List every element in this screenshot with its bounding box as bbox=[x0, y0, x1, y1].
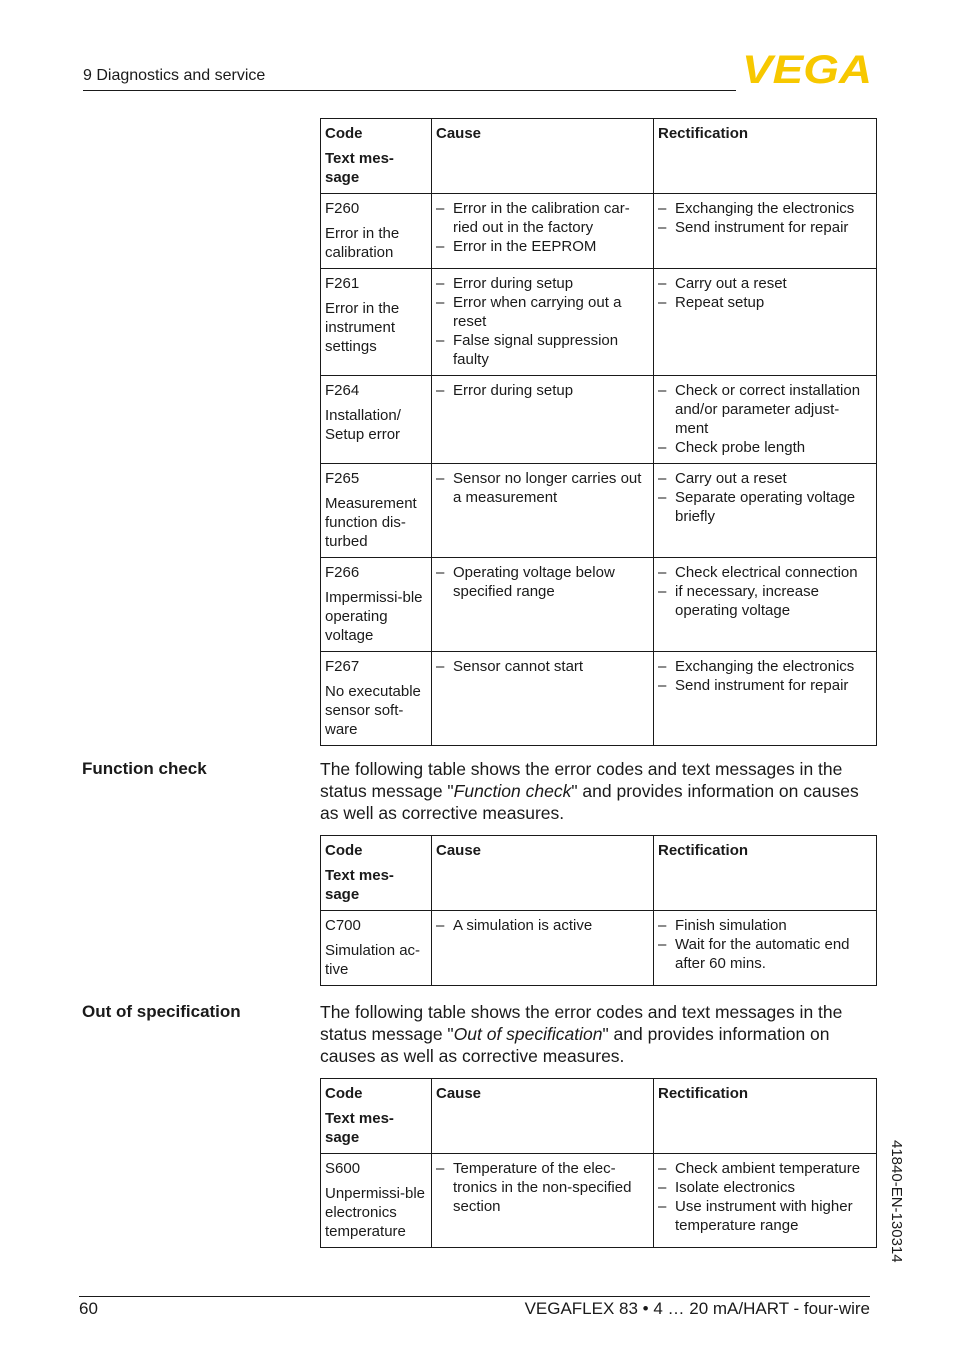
code-cell bbox=[321, 269, 432, 376]
error-text: Measurement function dis-turbed bbox=[325, 495, 417, 550]
section-header: 9 Diagnostics and service bbox=[83, 67, 266, 84]
rectification-cell-list bbox=[658, 916, 872, 973]
page-number: 60 bbox=[79, 1299, 98, 1318]
cause-item: – Error when carrying out a reset bbox=[436, 293, 649, 331]
rectification-item: – Check or correct installation and/or parameter adjust-ment bbox=[658, 381, 872, 438]
code-cell bbox=[321, 652, 432, 746]
rectification-cell-list bbox=[658, 199, 872, 237]
rectification-item: – Check electrical connection bbox=[658, 563, 872, 582]
rectification-cell bbox=[654, 911, 877, 986]
cause-cell bbox=[432, 376, 654, 464]
error-code: F260 bbox=[325, 200, 360, 217]
rectification-cell bbox=[654, 652, 877, 746]
cause-cell-list bbox=[436, 563, 649, 601]
cause-item: – Temperature of the elec-tronics in the non-specified section bbox=[436, 1159, 649, 1216]
header-rectification: Rectification bbox=[654, 836, 877, 911]
code-cell bbox=[321, 376, 432, 464]
cause-item: – Error during setup bbox=[436, 381, 649, 400]
cause-cell bbox=[432, 269, 654, 376]
code-cell bbox=[321, 1154, 432, 1248]
table-header-row bbox=[321, 836, 877, 911]
rectification-item: – Check ambient temperature bbox=[658, 1159, 872, 1178]
header-code bbox=[321, 119, 432, 194]
intro-text: " and provides information on causes as well as corrective measures. bbox=[320, 781, 859, 823]
vega-logo bbox=[741, 52, 873, 84]
cause-cell bbox=[432, 194, 654, 269]
out-of-spec-heading: Out of specification bbox=[82, 1002, 241, 1021]
header-rectification: Rectification bbox=[654, 1079, 877, 1154]
document-code bbox=[885, 1140, 905, 1290]
error-code: F265 bbox=[325, 470, 360, 487]
rectification-cell bbox=[654, 558, 877, 652]
rectification-cell bbox=[654, 269, 877, 376]
cause-item: – Operating voltage below specified range bbox=[436, 563, 649, 601]
cause-cell-list bbox=[436, 469, 649, 507]
table-row bbox=[321, 464, 877, 558]
error-text: Unpermissi-ble electronics temperature bbox=[325, 1185, 426, 1240]
error-text: No executable sensor soft-ware bbox=[325, 683, 421, 738]
rectification-cell bbox=[654, 1154, 877, 1248]
rectification-item: – Wait for the automatic end after 60 mins. bbox=[658, 935, 872, 973]
rectification-item: – Carry out a reset bbox=[658, 274, 872, 293]
rectification-cell bbox=[654, 464, 877, 558]
table-row bbox=[321, 269, 877, 376]
rectification-cell bbox=[654, 376, 877, 464]
cause-cell-list bbox=[436, 1159, 649, 1216]
error-code: F264 bbox=[325, 382, 360, 399]
header-code bbox=[321, 836, 432, 911]
error-code: F267 bbox=[325, 658, 360, 675]
cause-cell bbox=[432, 911, 654, 986]
header-code-label: Code bbox=[325, 842, 363, 859]
rectification-item: – Exchanging the electronics bbox=[658, 199, 872, 218]
table-header-row bbox=[321, 1079, 877, 1154]
table-row bbox=[321, 652, 877, 746]
error-text: Error in the instrument settings bbox=[325, 300, 400, 355]
cause-cell-list bbox=[436, 381, 649, 400]
rectification-item: – Repeat setup bbox=[658, 293, 872, 312]
footer-divider bbox=[79, 1296, 870, 1297]
code-cell bbox=[321, 464, 432, 558]
intro-text: " and provides information on causes as well as corrective measures. bbox=[320, 1024, 830, 1066]
table-row bbox=[321, 376, 877, 464]
code-cell bbox=[321, 558, 432, 652]
rectification-cell-list bbox=[658, 381, 872, 457]
error-text: Simulation ac-tive bbox=[325, 942, 421, 978]
header-code-label: Code bbox=[325, 1085, 363, 1102]
table-row bbox=[321, 194, 877, 269]
error-text: Impermissi-ble operating voltage bbox=[325, 589, 423, 644]
cause-cell-list bbox=[436, 916, 649, 935]
header-text-label: Text mes-sage bbox=[325, 1110, 394, 1146]
error-code: F266 bbox=[325, 564, 360, 581]
header-code bbox=[321, 1079, 432, 1154]
cause-cell-list bbox=[436, 274, 649, 369]
intro-text: The following table shows the error codes and text messages in the status message " bbox=[320, 759, 843, 801]
rectification-cell bbox=[654, 194, 877, 269]
code-cell bbox=[321, 911, 432, 986]
cause-cell bbox=[432, 558, 654, 652]
header-text-label: Text mes-sage bbox=[325, 150, 394, 186]
cause-cell-list bbox=[436, 657, 649, 676]
rectification-item: – Separate operating voltage briefly bbox=[658, 488, 872, 526]
header-cause: Cause bbox=[432, 836, 654, 911]
rectification-cell-list bbox=[658, 563, 872, 620]
function-check-heading: Function check bbox=[82, 759, 207, 778]
code-cell bbox=[321, 194, 432, 269]
rectification-cell-list bbox=[658, 469, 872, 526]
cause-item: – A simulation is active bbox=[436, 916, 649, 935]
intro-emphasis: Out of specification bbox=[453, 1024, 603, 1044]
rectification-item: – Check probe length bbox=[658, 438, 872, 457]
rectification-cell-list bbox=[658, 1159, 872, 1235]
table-row bbox=[321, 911, 877, 986]
error-code: C700 bbox=[325, 917, 361, 934]
cause-item: – Error during setup bbox=[436, 274, 649, 293]
out-of-spec-intro bbox=[320, 1001, 880, 1067]
table-header-row bbox=[321, 119, 877, 194]
intro-text: The following table shows the error codes and text messages in the status message " bbox=[320, 1002, 843, 1044]
rectification-item: – Use instrument with higher temperature range bbox=[658, 1197, 872, 1235]
rectification-cell-list bbox=[658, 274, 872, 312]
rectification-item: – Send instrument for repair bbox=[658, 676, 872, 695]
cause-item: – False signal suppression faulty bbox=[436, 331, 649, 369]
rectification-cell-list bbox=[658, 657, 872, 695]
table-row bbox=[321, 558, 877, 652]
header-cause: Cause bbox=[432, 119, 654, 194]
logo-text: VEGA bbox=[742, 52, 872, 84]
failure-table bbox=[320, 118, 877, 746]
table-row bbox=[321, 1154, 877, 1248]
document-code-text: 41840-EN-130314 bbox=[888, 1140, 905, 1263]
cause-cell bbox=[432, 464, 654, 558]
error-text: Installation/ Setup error bbox=[325, 407, 401, 443]
function-check-intro bbox=[320, 758, 880, 824]
header-text-label: Text mes-sage bbox=[325, 867, 394, 903]
rectification-item: – if necessary, increase operating voltage bbox=[658, 582, 872, 620]
rectification-item: – Carry out a reset bbox=[658, 469, 872, 488]
cause-cell-list bbox=[436, 199, 649, 256]
rectification-item: – Finish simulation bbox=[658, 916, 872, 935]
intro-emphasis: Function check bbox=[453, 781, 572, 801]
footer-title: VEGAFLEX 83 • 4 … 20 mA/HART - four-wire bbox=[524, 1299, 870, 1318]
header-code-label: Code bbox=[325, 125, 363, 142]
error-text: Error in the calibration bbox=[325, 225, 400, 261]
function-check-table bbox=[320, 835, 877, 986]
rectification-item: – Isolate electronics bbox=[658, 1178, 872, 1197]
header-cause: Cause bbox=[432, 1079, 654, 1154]
cause-item: – Error in the calibration car-ried out in the factory bbox=[436, 199, 649, 237]
out-of-spec-table bbox=[320, 1078, 877, 1248]
cause-item: – Error in the EEPROM bbox=[436, 237, 649, 256]
error-code: F261 bbox=[325, 275, 360, 292]
header-rectification: Rectification bbox=[654, 119, 877, 194]
cause-cell bbox=[432, 652, 654, 746]
cause-cell bbox=[432, 1154, 654, 1248]
rectification-item: – Exchanging the electronics bbox=[658, 657, 872, 676]
error-code: S600 bbox=[325, 1160, 361, 1177]
header-divider bbox=[83, 90, 736, 91]
cause-item: – Sensor cannot start bbox=[436, 657, 649, 676]
cause-item: – Sensor no longer carries out a measurement bbox=[436, 469, 649, 507]
rectification-item: – Send instrument for repair bbox=[658, 218, 872, 237]
